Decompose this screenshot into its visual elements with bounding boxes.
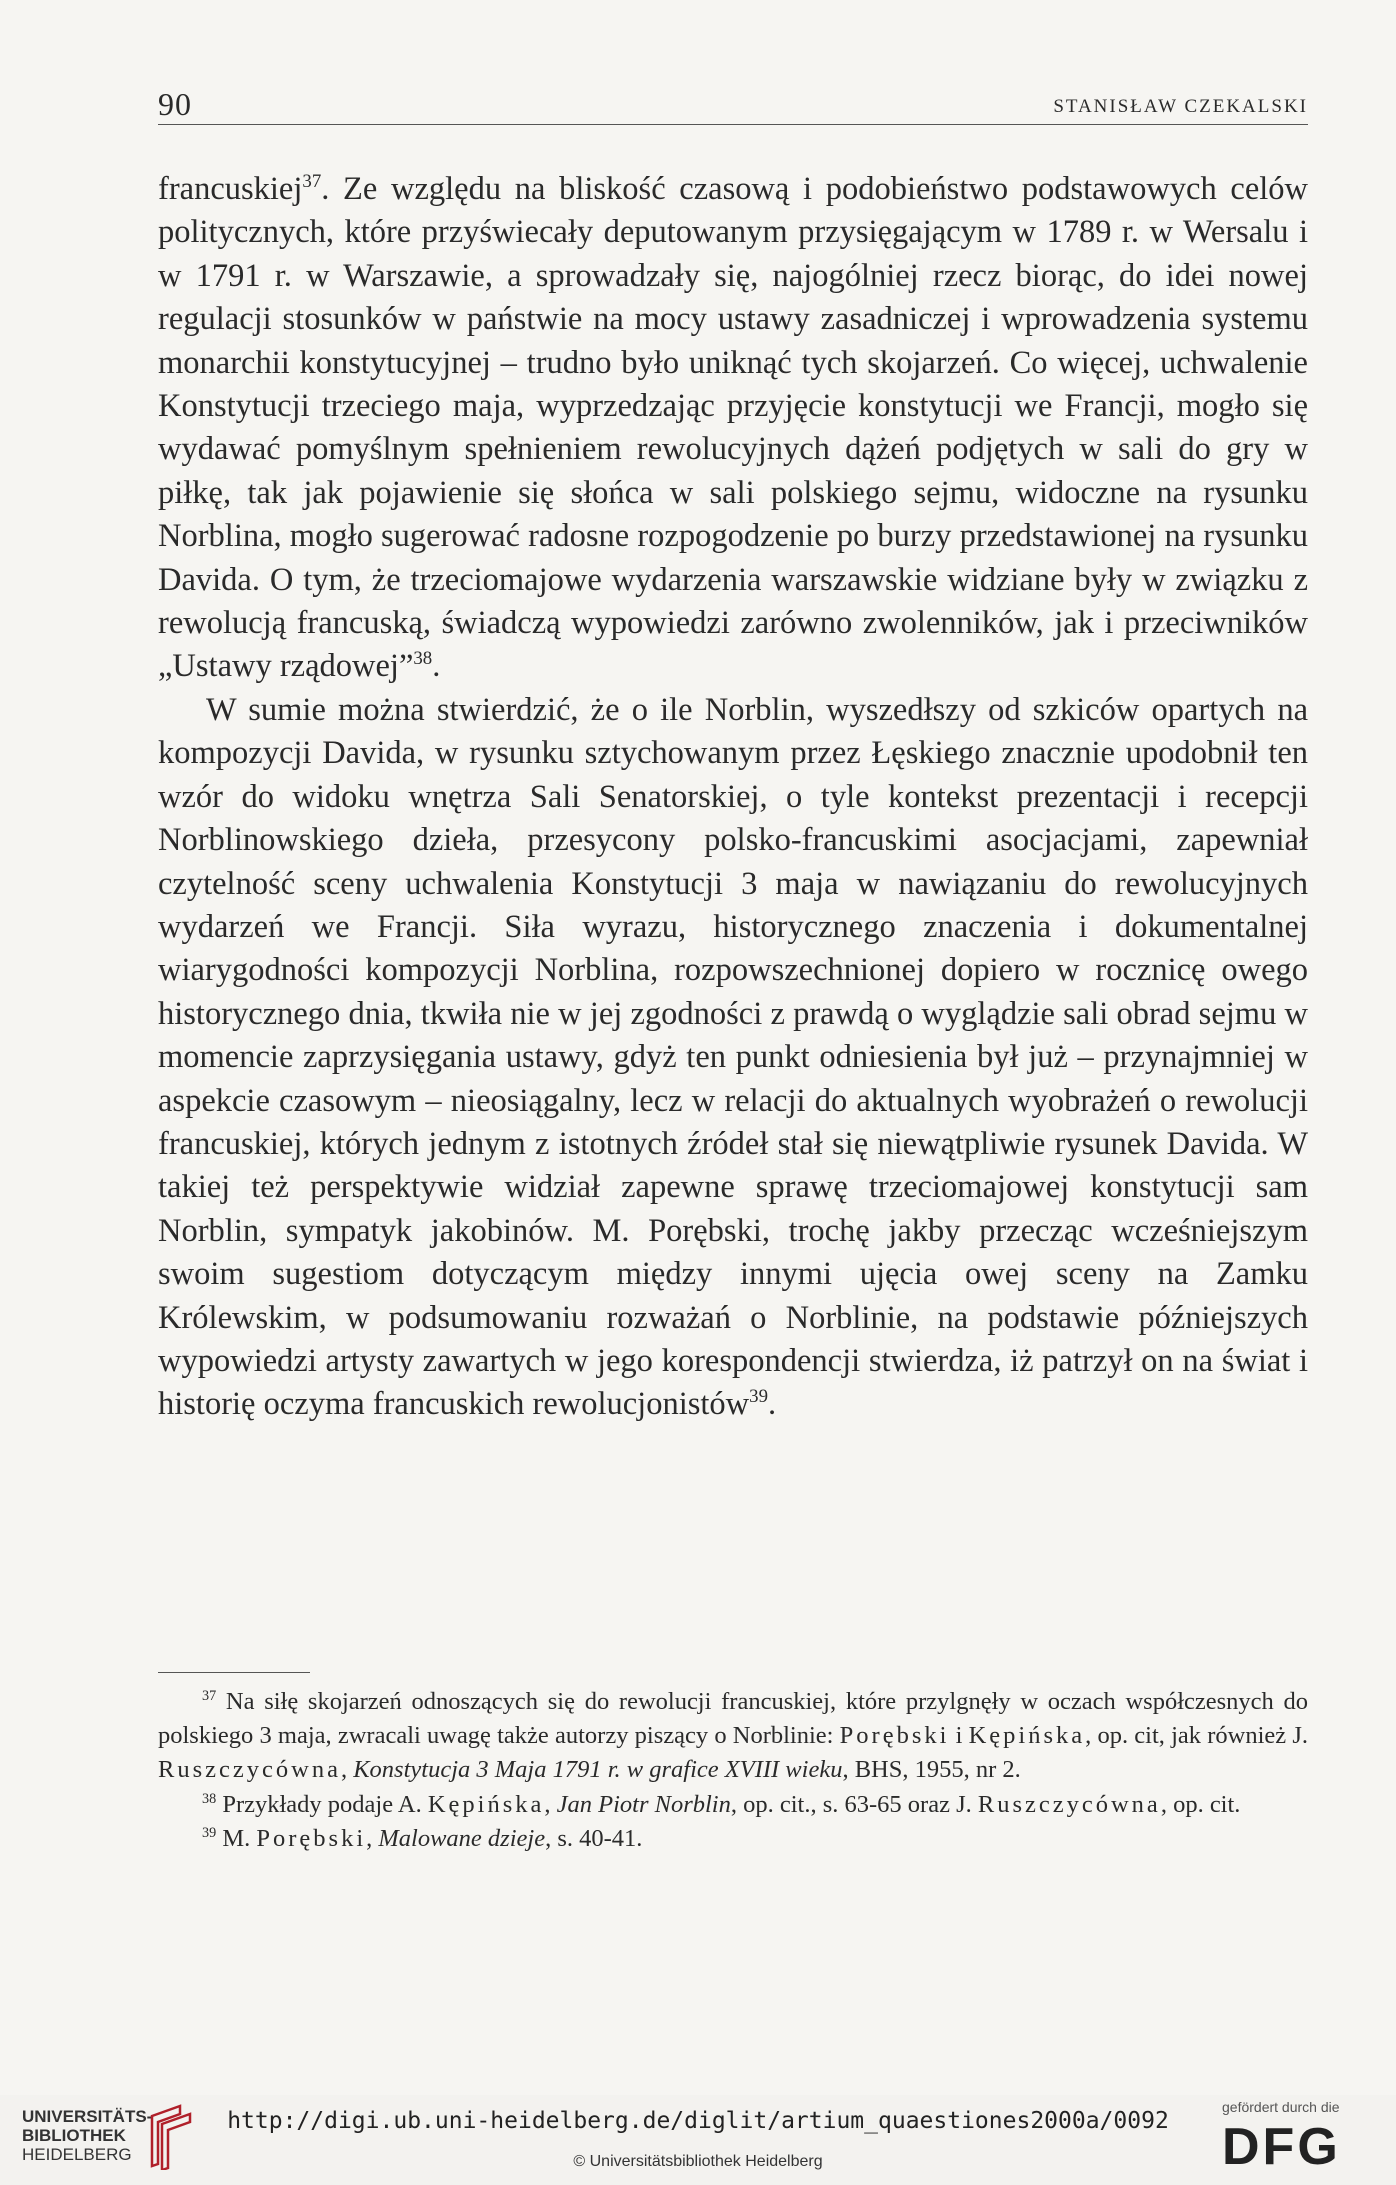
footnote-divider bbox=[158, 1672, 310, 1673]
author-name: Porębski bbox=[256, 1824, 367, 1852]
footnote-text: Na siłę skojarzeń odnoszących się do rewolucji francuskiej, które przylgnęły w oczach współczesnych do polskiego 3 maja, zwracali uwagę także autorzy piszący o Norblinie: bbox=[158, 1688, 1308, 1750]
footnote-number: 38 bbox=[202, 1790, 217, 1807]
paragraph-2 bbox=[158, 689, 1308, 1427]
footnote-text: , s. 40-41. bbox=[545, 1824, 643, 1852]
paragraph-1 bbox=[158, 168, 1308, 689]
dfg-caption: gefördert durch die bbox=[1222, 2099, 1340, 2115]
footnote-text: i bbox=[949, 1722, 969, 1750]
footnote-ref-37: 37 bbox=[302, 171, 322, 193]
footnote-39 bbox=[158, 1822, 1308, 1856]
footnote-text: , op. cit, jak również J. bbox=[1085, 1722, 1308, 1750]
footnote-38 bbox=[158, 1788, 1308, 1822]
footnote-text: , op. cit., s. 63-65 oraz J. bbox=[730, 1790, 978, 1818]
author-name: Kępińska bbox=[968, 1722, 1086, 1750]
footnote-37 bbox=[158, 1685, 1308, 1788]
paragraph-text: W sumie można stwierdzić, że o ile Norblin, wyszedłszy od szkiców opartych na kompozycji Davida, w rysunku sztychowanym przez Łęskiego znacznie upodobnił ten wzór do widoku wnętrza Sali Senatorskiej, o tyle kontekst prezentacji i recepcji Norblinowskiego dzieła, przesycony polsko-francuskimi asocjacjami, zapewniał czytelność sceny uchwalenia Konstytucji 3 maja w nawiązaniu do rewolucyjnych wydarzeń we Francji. Siła wyrazu, historycznego znaczenia i dokumentalnej wiarygodności kompozycji Norblina, rozpowszechnionej dopiero w rocznicę owego historycznego dnia, tkwiła nie w jej zgodności z prawdą o wyglądzie sali obrad sejmu w momencie zaprzysięgania ustawy, gdyż ten punkt odniesienia był już – przynajmniej w aspekcie czasowym – nieosiągalny, lecz w relacji do aktualnych wyobrażeń o rewolucji francuskiej, których jednym z istotnych źródeł stał się niewątpliwie rysunek Davida. W takiej też perspektywie widział zapewne sprawę trzeciomajowej konstytucji sam Norblin, sympatyk jakobinów. M. Porębski, trochę jakby przecząc wcześniejszym swoim sugestiom dotyczącym między innymi ujęcia owej sceny na Zamku Królewskim, w podsumowaniu rozważań o Norblinie, na podstawie późniejszych wypowiedzi artysty zawartych w jego korespondencji stwierdza, iż patrzył on na świat i historię oczyma francuskich rewolucjonistów bbox=[158, 691, 1308, 1423]
footnote-number: 37 bbox=[202, 1687, 217, 1704]
page-number: 90 bbox=[158, 86, 192, 122]
paragraph-text: . Ze względu na bliskość czasową i podobieństwo podstawowych celów politycznych, które przyświecały deputowanym przysięgającym w 1789 r. w Wersalu i w 1791 r. w Warszawie, a sprowadzały się, najogólniej rzecz biorąc, do idei nowej regulacji stosunków w państwie na mocy ustawy zasadniczej i wprowadzenia systemu monarchii konstytucyjnej – trudno było uniknąć tych skojarzeń. Co więcej, uchwalenie Konstytucji trzeciego maja, wyprzedzając przyjęcie konstytucji we Francji, mogło się wydawać pomyślnym spełnieniem rewolucyjnych dążeń podjętych w sali do gry w piłkę, tak jak pojawienie się słońca w sali polskiego sejmu, widoczne na rysunku Norblina, mogło sugerować radosne rozpogodzenie po burzy przedstawionej na rysunku Davida. O tym, że trzeciomajowe wydarzenia warszawskie widziane były w związku z rewolucją francuską, świadczą wypowiedzi zarówno zwolenników, jak i przeciwników „Ustawy rządowej” bbox=[158, 171, 1308, 685]
paragraph-text: . bbox=[768, 1386, 777, 1423]
library-name-line: UNIVERSITÄTS- bbox=[22, 2107, 153, 2126]
library-name-line: HEIDELBERG bbox=[22, 2145, 132, 2164]
dfg-logo-text: DFG bbox=[1222, 2118, 1341, 2176]
footnote-ref-39: 39 bbox=[749, 1386, 768, 1408]
author-name: Ruszczycówna bbox=[158, 1756, 341, 1784]
author-name: Porębski bbox=[839, 1722, 950, 1750]
footnote-text: , BHS, 1955, nr 2. bbox=[842, 1756, 1021, 1784]
running-head: STANISŁAW CZEKALSKI bbox=[1053, 96, 1308, 117]
digitization-footer bbox=[0, 2095, 1396, 2185]
paragraph-text: . bbox=[432, 648, 441, 685]
work-title: Jan Piotr Norblin bbox=[556, 1790, 731, 1818]
author-name: Kępińska bbox=[427, 1790, 545, 1818]
author-name: Ruszczycówna bbox=[977, 1790, 1161, 1818]
library-name-line: BIBLIOTHEK bbox=[22, 2126, 126, 2145]
footnote-text: , bbox=[340, 1756, 354, 1784]
work-title: Malowane dzieje bbox=[378, 1824, 546, 1852]
footnote-ref-38: 38 bbox=[413, 648, 433, 670]
footnote-number: 39 bbox=[202, 1824, 217, 1841]
footnote-text: Przykłady podaje A. bbox=[216, 1790, 428, 1818]
copyright-notice: © Universitätsbibliothek Heidelberg bbox=[573, 2153, 823, 2170]
paragraph-text: francuskiej bbox=[158, 171, 303, 207]
footnote-text: , op. cit. bbox=[1160, 1790, 1241, 1818]
body-text bbox=[158, 168, 1308, 1427]
footnote-text: , bbox=[366, 1824, 379, 1852]
dfg-logo[interactable] bbox=[1222, 2099, 1382, 2179]
footnote-text: M. bbox=[216, 1824, 257, 1852]
source-url-link[interactable]: http://digi.ub.uni-heidelberg.de/diglit/artium_quaestiones2000a/0092 bbox=[227, 2108, 1169, 2134]
work-title: Konstytucja 3 Maja 1791 r. w grafice XVIII wieku bbox=[353, 1756, 843, 1784]
footnote-text: , bbox=[544, 1790, 557, 1818]
footnotes bbox=[158, 1685, 1308, 1856]
page-header bbox=[158, 86, 1308, 125]
